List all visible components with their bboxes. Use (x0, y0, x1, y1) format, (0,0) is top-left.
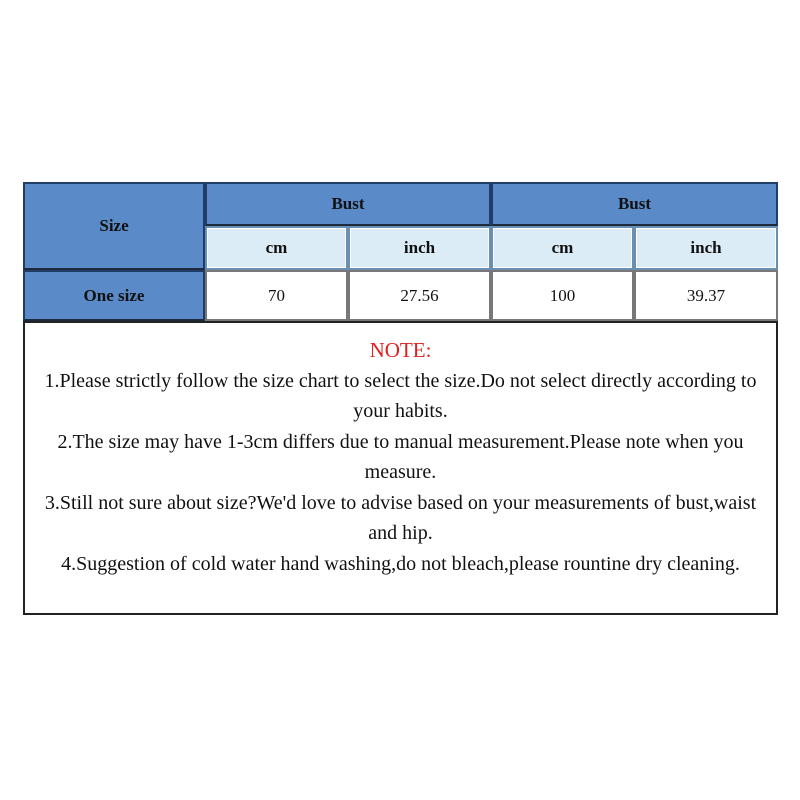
unit-inch-2: inch (634, 226, 778, 270)
note-box (23, 321, 778, 615)
unit-cm-1: cm (205, 226, 348, 270)
value-inch-2: 39.37 (634, 270, 778, 321)
bust-header-1: Bust (205, 182, 491, 226)
row-label-one-size: One size (23, 270, 205, 321)
value-cm-1: 70 (205, 270, 348, 321)
bust-header-2: Bust (491, 182, 778, 226)
value-cm-2: 100 (491, 270, 634, 321)
note-line-1: 1.Please strictly follow the size chart to select the size.Do not select directly according to your habits. (44, 369, 757, 422)
note-line-4: 4.Suggestion of cold water hand washing,do not bleach,please rountine dry cleaning. (61, 552, 740, 575)
size-chart (23, 182, 778, 615)
value-inch-1: 27.56 (348, 270, 491, 321)
note-title: NOTE: (369, 338, 432, 362)
note-line-2: 2.The size may have 1-3cm differs due to manual measurement.Please note when you measure. (57, 430, 744, 483)
unit-inch-1: inch (348, 226, 491, 270)
size-header: Size (23, 182, 205, 270)
unit-cm-2: cm (491, 226, 634, 270)
note-line-3: 3.Still not sure about size?We'd love to advise based on your measurements of bust,waist and hip. (44, 491, 757, 544)
